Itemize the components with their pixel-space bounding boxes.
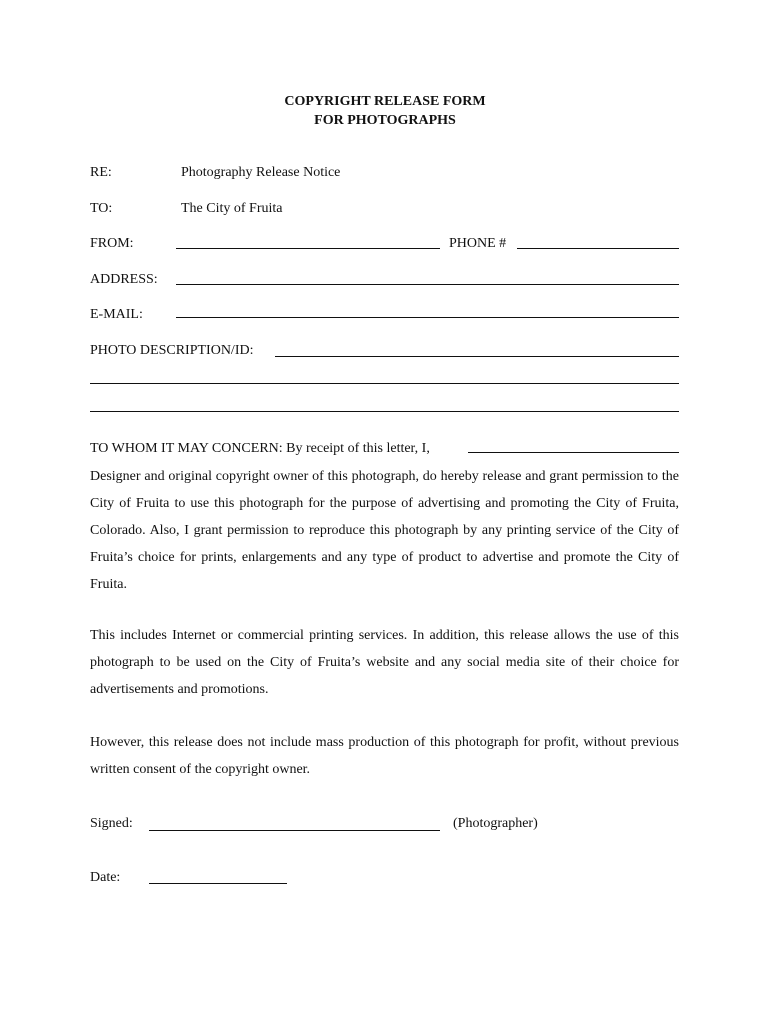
re-label: RE: [90, 165, 112, 180]
photo-description-line-2[interactable] [90, 383, 679, 384]
intro-text: TO WHOM IT MAY CONCERN: By receipt of this letter, I, [90, 441, 430, 456]
address-label: ADDRESS: [90, 272, 158, 287]
to-label: TO: [90, 201, 113, 216]
address-field[interactable] [176, 284, 679, 285]
signed-label: Signed: [90, 816, 133, 831]
release-paragraph-1: Designer and original copyright owner of this photograph, do hereby release and grant permission to the City of Fruita to use this photograph for the purpose of advertising and promoting the City of Fruita, Colorado. Also, I grant permission to reproduce this photograph by any printing service of the City of Fruita’s choice for prints, enlargements and any type of product to advertise and promote the City of Fruita. [90, 469, 679, 592]
phone-label: PHONE # [449, 236, 507, 251]
re-value: Photography Release Notice [181, 165, 341, 180]
photo-description-line-3[interactable] [90, 411, 679, 412]
owner-name-field[interactable] [468, 452, 679, 453]
email-label: E-MAIL: [90, 307, 143, 322]
signature-field[interactable] [149, 830, 440, 831]
date-label: Date: [90, 870, 121, 885]
date-field[interactable] [149, 883, 287, 884]
photo-description-label: PHOTO DESCRIPTION/ID: [90, 343, 254, 358]
from-field[interactable] [176, 248, 440, 249]
photographer-label: (Photographer) [453, 816, 538, 831]
release-paragraph-3: However, this release does not include mass production of this photograph for profit, without previous written consent of the copyright owner. [90, 735, 679, 777]
release-paragraph-2: This includes Internet or commercial printing services. In addition, this release allows the use of this photograph to be used on the City of Fruita’s website and any social media site of their choice for advertisements and promotions. [90, 628, 679, 697]
phone-field[interactable] [517, 248, 679, 249]
email-field[interactable] [176, 317, 679, 318]
form-title-line1: COPYRIGHT RELEASE FORM [284, 94, 486, 109]
from-label: FROM: [90, 236, 134, 251]
photo-description-field[interactable] [275, 356, 679, 357]
form-title-line2: FOR PHOTOGRAPHS [314, 113, 456, 128]
to-value: The City of Fruita [181, 201, 283, 216]
